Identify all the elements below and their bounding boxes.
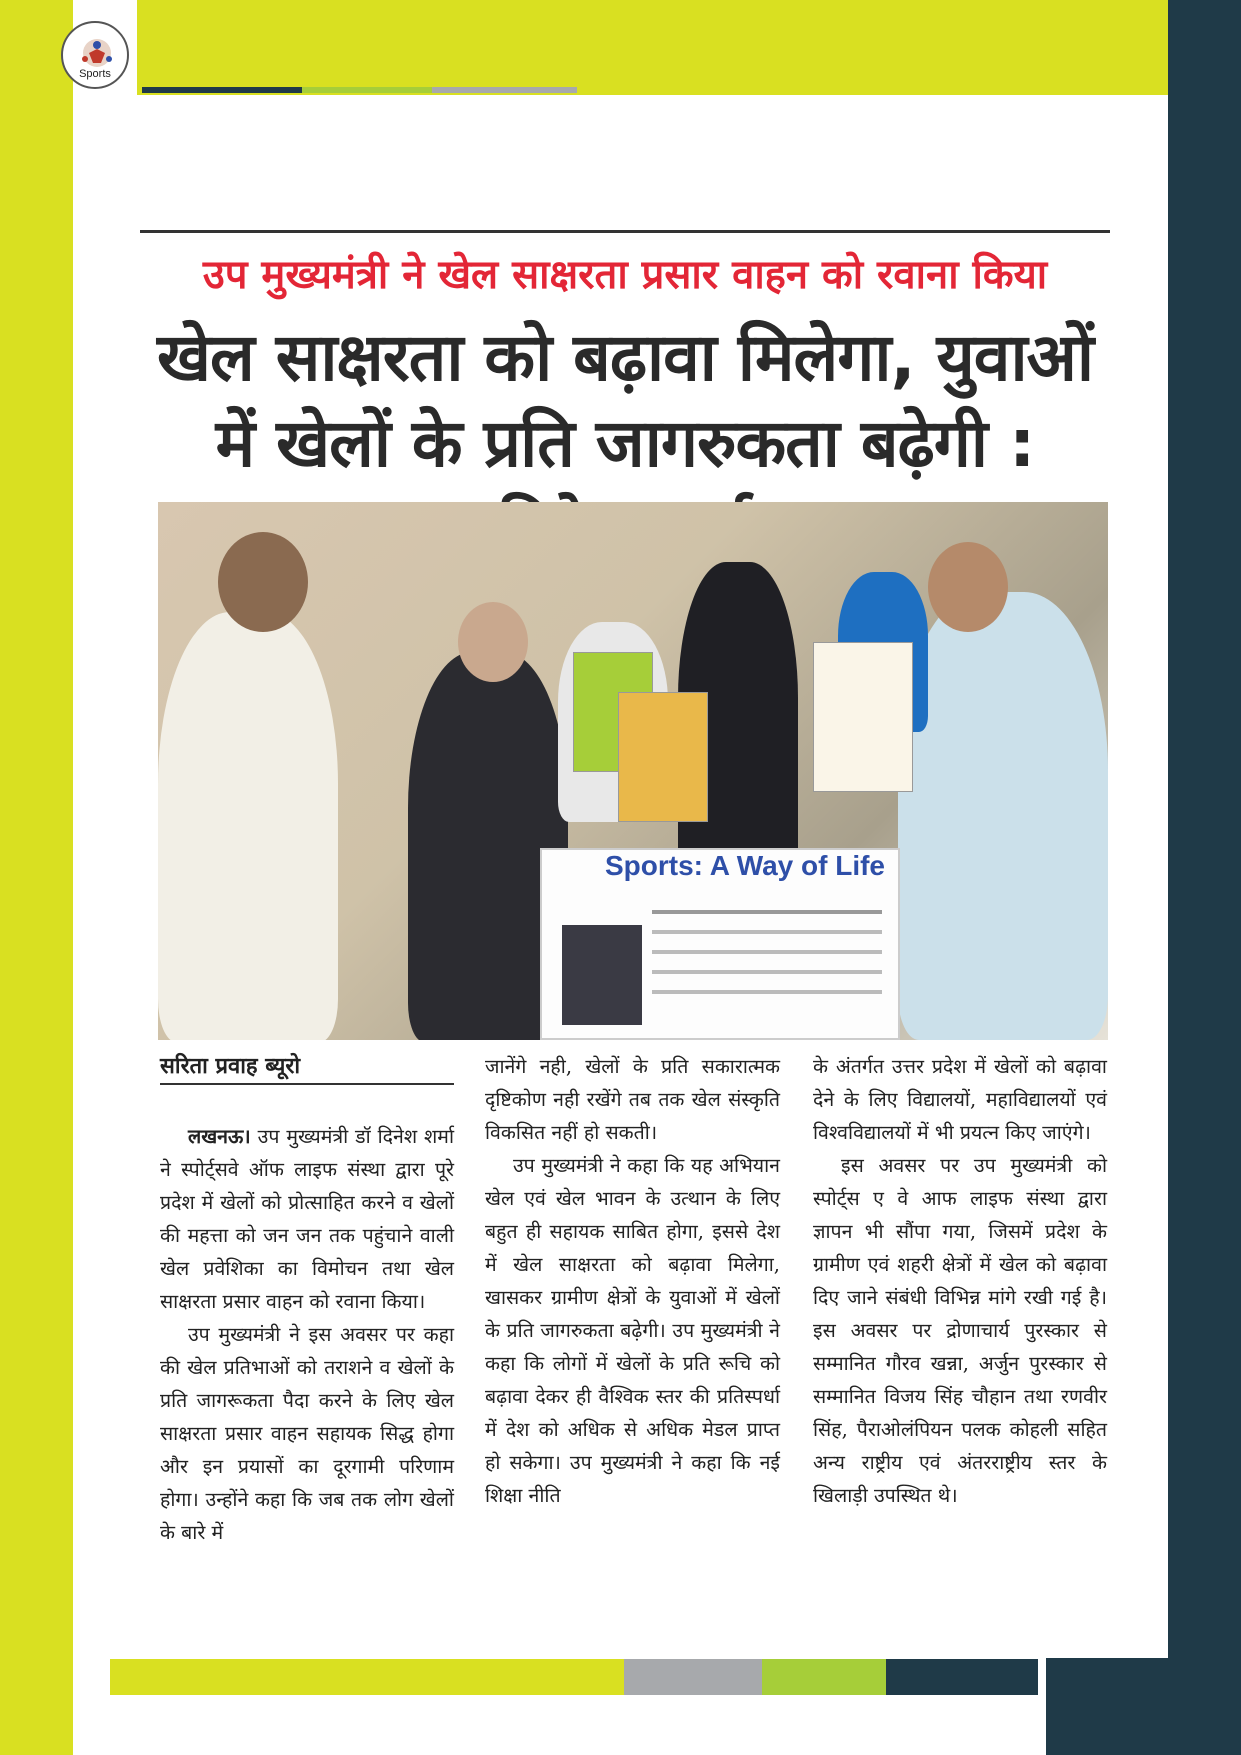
article-column-1 xyxy=(160,1120,454,1549)
photo-person-head xyxy=(458,602,528,682)
top-yellow-band xyxy=(137,0,1168,95)
kicker-headline: उप मुख्यमंत्री ने खेल साक्षरता प्रसार वाहन को रवाना किया xyxy=(202,252,1048,298)
top-line-gray xyxy=(432,87,577,93)
headline-rule xyxy=(140,230,1110,233)
banner-line xyxy=(652,910,882,914)
left-yellow-band xyxy=(0,0,73,1755)
article-column-3 xyxy=(813,1050,1107,1512)
bottom-navy-block xyxy=(1046,1658,1241,1755)
top-color-lines xyxy=(142,87,1122,93)
banner-line xyxy=(652,950,882,954)
top-line-green xyxy=(302,87,432,93)
bottom-bar-navy xyxy=(886,1659,1038,1695)
banner-line xyxy=(652,970,882,974)
right-navy-band xyxy=(1168,0,1241,1755)
paragraph xyxy=(160,1120,454,1318)
paragraph: जानेंगे नही, खेलों के प्रति सकारात्मक दृष्टिकोण नही रखेंगे तब तक खेल संस्कृति विकसित नहीं हो सकती। xyxy=(485,1055,780,1144)
paragraph: उप मुख्यमंत्री ने कहा कि यह अभियान खेल एवं खेल भावन के उत्थान के लिए बहुत ही सहायक साबित होगा, इससे देश में खेल साक्षरता को बढ़ावा मिलेगा, खासकर ग्रामीण क्षेत्रों के युवाओं में खेलों के प्रति जागरुकता बढ़ेगी। उप मुख्यमंत्री ने कहा कि लोगों में खेलों के प्रति रूचि को बढ़ावा देकर ही वैश्विक स्तर की प्रतिस्पर्धा में देश को अधिक से अधिक मेडल प्राप्त हो सकेगा। उप मुख्यमंत्री ने कहा कि नई शिक्षा नीति xyxy=(485,1154,780,1507)
bottom-bar-gray xyxy=(624,1659,762,1695)
dateline: लखनऊ। xyxy=(188,1125,251,1148)
photo-person xyxy=(158,612,338,1040)
photo-book xyxy=(618,692,708,822)
top-line-navy xyxy=(142,87,302,93)
photo-person-head xyxy=(218,532,308,632)
byline: सरिता प्रवाह ब्यूरो xyxy=(160,1054,301,1079)
banner-portrait xyxy=(562,925,642,1025)
banner-line xyxy=(652,990,882,994)
photo-person-head xyxy=(928,542,1008,632)
banner-title: Sports: A Way of Life xyxy=(605,850,885,881)
photo-person xyxy=(898,592,1108,1040)
bottom-bar-yellow xyxy=(110,1659,624,1695)
paragraph: के अंतर्गत उत्तर प्रदेश में खेलों को बढ़ावा देने के लिए विद्यालयों, महाविद्यालयों एवं विश्वविद्यालयों में भी प्रयत्न किए जाएंगे। xyxy=(813,1055,1107,1144)
paragraph: इस अवसर पर उप मुख्यमंत्री को स्पोर्ट्स ए वे आफ लाइफ संस्था द्वारा ज्ञापन भी सौंपा गया, जिसमें प्रदेश के ग्रामीण एवं शहरी क्षेत्रों में खेल को बढ़ावा दिए जाने संबंधी विभिन्न मांगे रखी गई है। इस अवसर पर द्रोणाचार्य पुरस्कार से सम्मानित गौरव खन्ना, अर्जुन पुरस्कार से सम्मानित विजय सिंह चौहान तथा रणवीर सिंह, पैराओलंपियन पलक कोहली सहित अन्य राष्ट्रीय एवं अंतरराष्ट्रीय स्तर के खिलाड़ी उपस्थित थे। xyxy=(813,1154,1107,1507)
byline-rule xyxy=(160,1083,454,1085)
logo-text: Sports xyxy=(79,68,111,80)
article-column-2 xyxy=(485,1050,780,1512)
photo-document xyxy=(813,642,913,792)
banner-line xyxy=(652,930,882,934)
paragraph-text: उप मुख्यमंत्री डॉ दिनेश शर्मा ने स्पोर्ट्सवे ऑफ लाइफ संस्था द्वारा पूरे प्रदेश में खेलों को प्रोत्साहित करने व खेलों की महत्ता को जन जन तक पहुंचाने वाली खेल प्रवेशिका का विमोचन तथा खेल साक्षरता प्रसार वाहन को रवाना किया। xyxy=(160,1125,454,1313)
paragraph: उप मुख्यमंत्री ने इस अवसर पर कहा की खेल प्रतिभाओं को तराशने व खेलों के प्रति जागरूकता पैदा करने के लिए खेल साक्षरता प्रसार वाहन सहायक सिद्ध होगा और इन प्रयासों का दूरगामी परिणाम होगा। उन्होंने कहा कि जब तक लोग खेलों के बारे में xyxy=(160,1323,454,1544)
main-headline: खेल साक्षरता को बढ़ावा मिलेगा, युवाओं में खेलों के प्रति जागरुकता बढ़ेगी : xyxy=(156,319,1094,482)
sports-logo xyxy=(61,21,129,89)
bottom-bar-green xyxy=(762,1659,886,1695)
top-line-yellow xyxy=(577,87,1122,93)
bottom-color-bars xyxy=(110,1659,1038,1695)
